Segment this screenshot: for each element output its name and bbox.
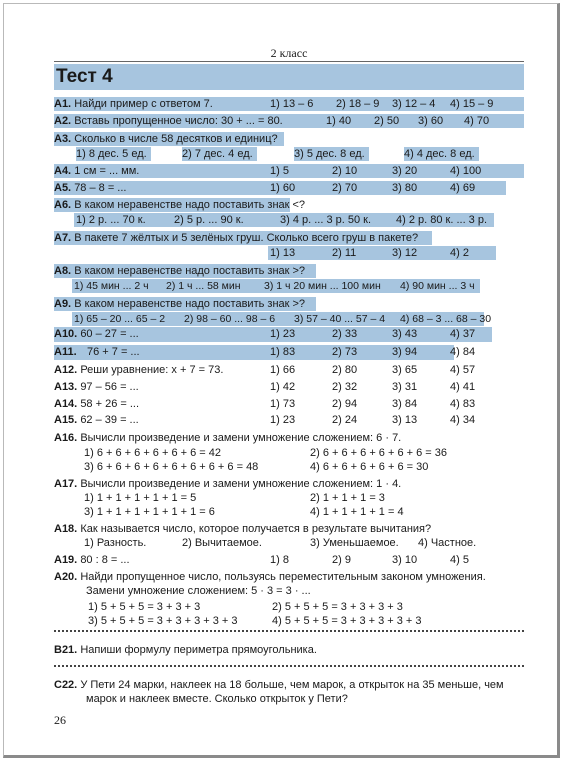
question-number: А20. [54,571,78,583]
option-1[interactable]: 1) 2 р. ... 70 к. [76,214,146,226]
question-number: А7. [54,232,72,244]
option-4[interactable]: 4) 57 [450,364,476,376]
question-a9 [54,297,316,311]
option-1[interactable]: 1) 40 [326,115,352,127]
question-text: 60 – 27 = ... [80,328,139,340]
question-text: Напиши формулу периметра прямоугольника. [80,644,317,656]
option-1[interactable]: 1) 66 [270,364,296,376]
question-number: А16. [54,432,78,444]
option-4[interactable]: 4) 83 [450,398,476,410]
question-text: 62 – 39 = ... [80,414,139,426]
question-text: 76 + 7 = ... [87,346,140,358]
question-number: А2. [54,115,72,127]
question-a14 [54,397,524,411]
question-text: 58 + 26 = ... [80,398,140,410]
page-number: 26 [54,713,66,727]
option-2[interactable]: 2) 10 [332,165,358,177]
question-a2 [54,114,524,128]
question-number: А8. [54,265,72,277]
question-text: Сколько в числе 58 десятков и единиц? [74,133,278,145]
option-4[interactable]: 4) 69 [450,182,476,194]
question-a8-options [54,279,524,293]
question-a18 [54,522,524,536]
option-4[interactable]: 4) 4 дес. 8 ед. [404,147,479,161]
question-text: В каком неравенстве надо поставить знак >? [74,298,306,310]
question-a20 [54,570,524,584]
question-number: А13. [54,381,78,393]
question-a16-options-row2 [54,460,524,474]
option-2[interactable]: 2) 1 + 1 + 1 = 3 [310,492,385,504]
question-a11 [54,345,524,360]
option-1[interactable]: 1) 13 – 6 [270,98,314,110]
option-1[interactable]: 1) 23 [270,414,296,426]
question-a12 [54,363,524,377]
question-number: А17. [54,478,78,490]
question-number: А9. [54,298,72,310]
question-number: А18. [54,523,78,535]
option-1[interactable]: 1) Разность. [84,537,147,549]
option-4[interactable]: 4) 2 р. 80 к. ... 3 р. [396,214,488,226]
question-a6-options [74,213,494,227]
question-number: С22. [54,679,78,691]
option-2[interactable]: 2) 50 [374,115,400,127]
question-number: А11. [54,346,77,358]
option-1[interactable]: 1) 83 [270,346,296,358]
question-number: А15. [54,414,78,426]
question-text: В пакете 7 жёлтых и 5 зелёных груш. Сколько всего груш в пакете? [74,232,419,244]
option-3[interactable]: 3) 84 [392,398,418,410]
option-2[interactable]: 2) 33 [332,328,358,340]
question-a5 [54,181,506,195]
question-a20-options-row2 [54,614,524,628]
question-text: В каком неравенстве надо поставить знак >? [74,265,306,277]
option-2[interactable]: 2) 1 ч ... 58 мин [166,280,241,292]
question-text: Вычисли произведение и замени умножение сложением: 6 · 7. [80,432,402,444]
option-3[interactable]: 3) 13 [392,414,418,426]
question-a3 [54,132,284,146]
option-4[interactable]: 4) 100 [450,165,482,177]
question-a4 [54,164,524,178]
question-number: А4. [54,165,72,177]
question-text: Найди пример с ответом 7. [74,98,213,110]
option-2[interactable]: 2) 70 [332,182,358,194]
question-text: Найди пропущенное число, пользуясь переместительным законом умножения. [80,571,486,583]
header-divider [54,61,524,62]
option-3[interactable]: 3) Уменьшаемое. [310,537,399,549]
option-1[interactable]: 1) 23 [270,328,296,340]
option-3[interactable]: 3) 1 ч 20 мин ... 100 мин [264,280,381,292]
option-1[interactable]: 1) 60 [270,182,296,194]
question-a17 [54,477,524,491]
option-4[interactable]: 4) 5 + 5 + 5 = 3 + 3 + 3 + 3 + 3 [272,615,422,627]
option-4[interactable]: 4) Частное. [418,537,477,549]
option-2[interactable]: 2) 80 [332,364,358,376]
option-3[interactable]: 3) 94 [392,346,418,358]
option-3[interactable]: 3) 5 + 5 + 5 = 3 + 3 + 3 + 3 + 3 [88,615,238,627]
option-2[interactable]: 2) 7 дес. 4 ед. [182,147,257,161]
option-4[interactable]: 4) 34 [450,414,476,426]
question-text: 80 : 8 = ... [80,554,130,566]
question-a13 [54,380,524,394]
option-4[interactable]: 4) 68 – 3 ... 68 – 30 [400,313,492,325]
option-4[interactable]: 4) 70 [464,115,490,127]
option-1[interactable]: 1) 5 + 5 + 5 = 3 + 3 + 3 [88,601,201,613]
question-number: А12. [54,364,78,376]
question-text: 1 см = ... мм. [74,165,140,177]
question-number: А1. [54,98,72,110]
question-a17-options-row1 [54,491,524,505]
option-4[interactable]: 4) 2 [450,247,469,259]
option-1[interactable]: 1) 1 + 1 + 1 + 1 + 1 = 5 [84,492,197,504]
option-2[interactable]: 2) 18 – 9 [336,98,380,110]
question-a7 [54,231,432,245]
question-text: В каком неравенстве надо поставить знак <? [74,199,306,211]
option-2[interactable]: 2) 73 [332,346,358,358]
question-c22 [54,678,524,692]
option-3[interactable]: 3) 20 [392,165,418,177]
option-1[interactable]: 1) 45 мин ... 2 ч [74,280,149,292]
question-text: 97 – 56 = ... [80,381,139,393]
option-1[interactable]: 1) 42 [270,381,296,393]
question-a19 [54,553,524,567]
question-b21 [54,643,524,657]
question-a8 [54,264,316,278]
option-2[interactable]: 2) 24 [332,414,358,426]
question-a7-options [54,246,524,260]
page-header: 2 класс [270,46,308,60]
option-4[interactable]: 4) 6 + 6 + 6 + 6 + 6 = 30 [310,461,429,473]
option-4[interactable]: 4) 5 [450,554,469,566]
question-a18-options [54,536,524,550]
option-3[interactable]: 3) 80 [392,182,418,194]
question-text: Реши уравнение: x + 7 = 73. [80,364,224,376]
option-3[interactable]: 3) 12 – 4 [392,98,436,110]
question-text: Вставь пропущенное число: 30 + ... = 80. [74,115,283,127]
option-3[interactable]: 3) 6 + 6 + 6 + 6 + 6 + 6 + 6 + 6 = 48 [84,461,259,473]
option-3[interactable]: 3) 57 – 40 ... 57 – 4 [294,313,386,325]
option-3[interactable]: 3) 31 [392,381,418,393]
question-number: А3. [54,133,72,145]
question-a9-options [54,312,524,326]
question-a16 [54,431,524,445]
option-2[interactable]: 2) 6 + 6 + 6 + 6 + 6 + 6 = 36 [310,447,447,459]
section-divider [54,665,524,667]
question-a17-options-row2 [54,505,524,519]
question-text: У Пети 24 марки, наклеек на 18 больше, чем марок, а открыток на 35 меньше, чем [80,679,504,691]
option-2[interactable]: 2) 9 [332,554,351,566]
question-a16-options-row1 [54,446,524,460]
option-1[interactable]: 1) 13 [270,247,296,259]
question-a3-options [54,147,524,161]
option-3[interactable]: 3) 65 [392,364,418,376]
option-4[interactable]: 4) 1 + 1 + 1 + 1 = 4 [310,506,404,518]
question-a1 [54,97,524,111]
option-3[interactable]: 3) 12 [392,247,418,259]
option-1[interactable]: 1) 65 – 20 ... 65 – 2 [74,313,166,325]
question-number: А19. [54,554,78,566]
option-3[interactable]: 3) 10 [392,554,418,566]
option-4[interactable]: 4) 90 мин ... 3 ч [400,280,475,292]
question-number: А6. [54,199,72,211]
option-4[interactable]: 4) 84 [450,346,476,358]
option-1[interactable]: 1) 73 [270,398,296,410]
option-2[interactable]: 2) 5 р. ... 90 к. [174,214,244,226]
option-3[interactable]: 3) 1 + 1 + 1 + 1 + 1 + 1 = 6 [84,506,215,518]
question-number: А5. [54,182,72,194]
option-3[interactable]: 3) 5 дес. 8 ед. [294,147,369,161]
section-divider [54,630,524,632]
option-2[interactable]: 2) 5 + 5 + 5 = 3 + 3 + 3 + 3 [272,601,403,613]
option-4[interactable]: 4) 37 [450,328,476,340]
option-2[interactable]: 2) 32 [332,381,358,393]
question-text: Вычисли произведение и замени умножение сложением: 1 · 4. [80,478,402,490]
question-text: Как называется число, которое получается в результате вычитания? [80,523,432,535]
question-a20-line2: Замени умножение сложением: 5 · 3 = 3 · ... [86,585,311,597]
option-3[interactable]: 3) 43 [392,328,418,340]
question-a6 [54,198,306,212]
question-a10 [54,327,492,342]
option-3[interactable]: 3) 4 р. ... 3 р. 50 к. [280,214,372,226]
question-number: А10. [54,328,78,340]
option-1[interactable]: 1) 6 + 6 + 6 + 6 + 6 + 6 = 42 [84,447,221,459]
option-2[interactable]: 2) 11 [332,247,357,259]
question-text: 78 – 8 = ... [74,182,127,194]
option-1[interactable]: 1) 8 дес. 5 ед. [76,147,151,161]
option-2[interactable]: 2) Вычитаемое. [182,537,262,549]
question-number: В21. [54,644,78,656]
question-c22-line2: марок и наклеек вместе. Сколько открыток у Пети? [86,693,348,705]
question-a15 [54,413,524,427]
option-3[interactable]: 3) 60 [418,115,444,127]
option-4[interactable]: 4) 15 – 9 [450,98,494,110]
option-4[interactable]: 4) 41 [450,381,476,393]
test-title: Тест 4 [54,64,524,90]
option-2[interactable]: 2) 98 – 60 ... 98 – 6 [184,313,276,325]
question-number: А14. [54,398,78,410]
option-1[interactable]: 1) 8 [270,554,289,566]
option-2[interactable]: 2) 94 [332,398,358,410]
question-a20-options-row1 [54,600,524,614]
option-1[interactable]: 1) 5 [270,165,289,177]
